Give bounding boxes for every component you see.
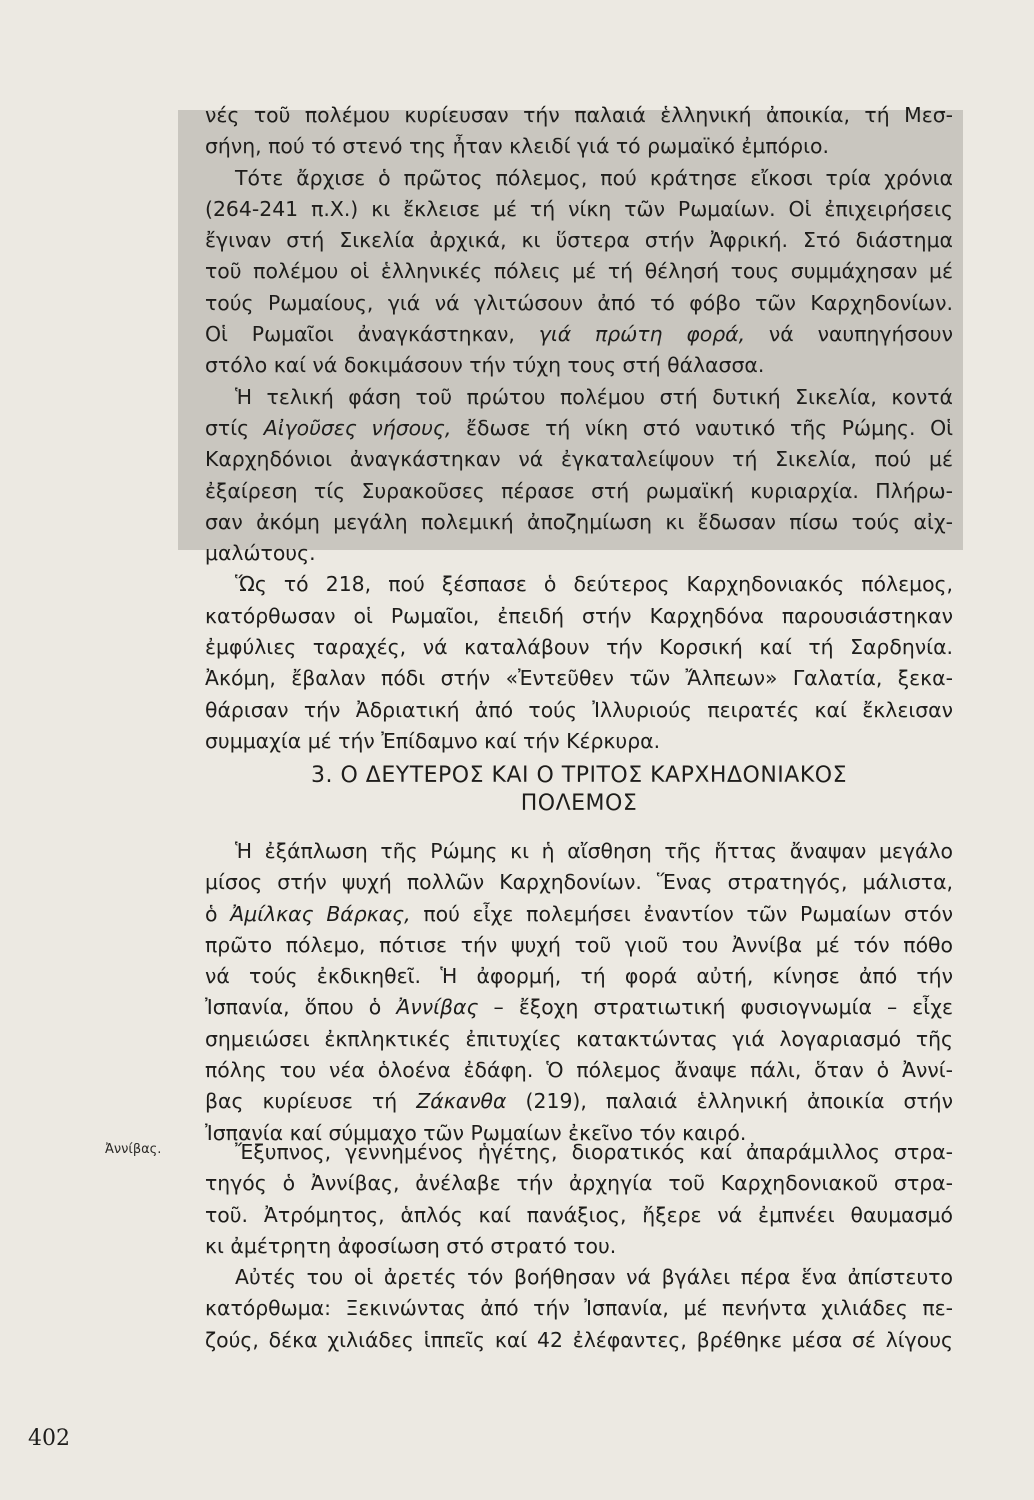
text-line: ἔγιναν στή Σικελία ἀρχικά, κι ὕστερα στήν Ἀφρική. Στό διάστημα (205, 228, 953, 253)
text-line: Ἀκόμη, ἔβαλαν πόδι στήν «Ἐντεῦθεν τῶν Ἄλπεων» Γαλατία, ξεκα- (205, 666, 953, 691)
section-heading-line: ΠΟΛΕΜΟΣ (520, 791, 638, 816)
text-line: τοῦ. Ἀτρόμητος, ἁπλός καί πανάξιος, ἤξερε νά ἐμπνέει θαυμασμό (205, 1202, 953, 1227)
text-span: – ἔξοχη στρατιωτική φυσιογνωμία – εἶχε (493, 995, 953, 1020)
italic-span: Αἰγοῦσες νήσους, (263, 415, 452, 440)
text-line: σαν ἀκόμη μεγάλη πολεμική ἀποζημίωση κι ἔδωσαν πίσω τούς αἰχ- (205, 509, 953, 534)
text-line (205, 899, 953, 930)
text-line: κι ἀμέτρητη ἀφοσίωση στό στρατό του. (205, 1233, 617, 1258)
text-line: Ἡ τελική φάση τοῦ πρώτου πολέμου στή δυτική Σικελία, κοντά (235, 384, 953, 409)
text-line: νά τούς ἐκδικηθεῖ. Ἡ ἀφορμή, τή φορά αὐτή, κίνησε ἀπό τήν (205, 964, 953, 989)
text-line (205, 992, 953, 1023)
text-line: Ἔξυπνος, γεννημένος ἡγέτης, διορατικός καί ἀπαράμιλλος στρα- (235, 1140, 953, 1164)
text-line (205, 319, 953, 350)
italic-span: Ἀννίβας (396, 995, 479, 1020)
italic-span: γιά πρώτη φορά, (538, 322, 746, 347)
text-line: Καρχηδόνιοι ἀναγκάστηκαν νά ἐγκαταλείψουν τή Σικελία, πού μέ (205, 447, 953, 472)
text-span: πού εἶχε πολεμήσει ἐναντίον τῶν Ρωμαίων στόν (423, 901, 954, 926)
text-line: Ὥς τό 218, πού ξέσπασε ὁ δεύτερος Καρχηδονιακός πόλεμος, (235, 572, 953, 597)
text-span: ἔδωσε τή νίκη στό ναυτικό τῆς Ρώμης. Οἱ (466, 415, 954, 440)
text-span: Οἱ Ρωμαῖοι ἀναγκάστηκαν, (205, 322, 515, 347)
text-line: σημειώσει ἐκπληκτικές ἐπιτυχίες κατακτώντας γιά λογαριασμό τῆς (205, 1026, 953, 1051)
text-line: τούς Ρωμαίους, γιά νά γλιτώσουν ἀπό τό φόβο τῶν Καρχηδονίων. (205, 290, 953, 315)
italic-span: Ἀμίλκας Βάρκας, (230, 901, 411, 926)
text-block-section (205, 836, 953, 1149)
text-line (205, 1086, 953, 1117)
text-line: ἐμφύλιες ταραχές, νά καταλάβουν τήν Κορσική καί τή Σαρδηνία. (205, 635, 953, 660)
text-line: (264-241 π.Χ.) κι ἔκλεισε μέ τή νίκη τῶν Ρωμαίων. Οἱ ἐπιχειρήσεις (205, 196, 953, 221)
text-span: Ἰσπανία, ὅπου ὁ (205, 995, 382, 1020)
text-line: πρῶτο πόλεμο, πότισε τήν ψυχή τοῦ γιοῦ του Ἀννίβα μέ τόν πόθο (205, 932, 953, 957)
text-line: τηγός ὁ Ἀννίβας, ἀνέλαβε τήν ἀρχηγία τοῦ Καρχηδονιακοῦ στρα- (205, 1171, 953, 1196)
text-line: συμμαχία μέ τήν Ἐπίδαμνο καί τήν Κέρκυρα. (205, 728, 661, 753)
text-line: στόλο καί νά δοκιμάσουν τήν τύχη τους στή θάλασσα. (205, 353, 765, 378)
text-line: μαλώτους. (205, 541, 316, 566)
text-span: νά ναυπηγήσουν (768, 322, 953, 347)
section-heading (205, 762, 953, 818)
text-line: κατόρθωμα: Ξεκινώντας ἀπό τήν Ἰσπανία, μέ πενήντα χιλιάδες πε- (205, 1296, 953, 1321)
text-span: (219), παλαιά ἑλληνική ἀποικία στήν (525, 1089, 953, 1114)
text-line: μίσος στήν ψυχή πολλῶν Καρχηδονίων. Ἕνας στρατηγός, μάλιστα, (205, 870, 953, 895)
text-line: Τότε ἄρχισε ὁ πρῶτος πόλεμος, πού κράτησε εἴκοσι τρία χρόνια (235, 165, 953, 190)
text-span: στίς (205, 415, 250, 440)
text-line: θάρισαν τήν Ἀδριατική ἀπό τούς Ἰλλυριούς πειρατές καί ἔκλεισαν (205, 697, 953, 722)
text-line: ἐξαίρεση τίς Συρακοῦσες πέρασε στή ρωμαϊκή κυριαρχία. Πλήρω- (205, 478, 953, 503)
text-block-bottom (205, 1137, 953, 1356)
section-heading-line: 3. Ο ΔΕΥΤΕΡΟΣ ΚΑΙ Ο ΤΡΙΤΟΣ ΚΑΡΧΗΔΟΝΙΑΚΟΣ (311, 763, 847, 788)
page-number: 402 (28, 1426, 70, 1451)
text-line (205, 413, 953, 444)
text-line: Ἰσπανία καί σύμμαχο τῶν Ρωμαίων ἐκεῖνο τόν καιρό. (205, 1120, 747, 1145)
text-span: βας κυρίευσε τή (205, 1089, 398, 1114)
margin-note: Ἀννίβας. (105, 1142, 162, 1157)
text-span: ὁ (205, 901, 218, 926)
text-line: κατόρθωσαν οἱ Ρωμαῖοι, ἐπειδή στήν Καρχηδόνα παρουσιάστηκαν (205, 603, 953, 628)
text-line: σήνη, πού τό στενό της ἦταν κλειδί γιά τό ρωμαϊκό ἐμπόριο. (205, 134, 829, 159)
italic-span: Ζάκανθα (416, 1089, 507, 1114)
text-line: Ἡ ἐξάπλωση τῆς Ρώμης κι ἡ αἴσθηση τῆς ἥττας ἄναψαν μεγάλο (235, 839, 953, 863)
text-line: ζούς, δέκα χιλιάδες ἱππεῖς καί 42 ἐλέφαντες, βρέθηκε μέσα σέ λίγους (205, 1327, 953, 1352)
text-line: Αὐτές του οἱ ἀρετές τόν βοήθησαν νά βγάλει πέρα ἕνα ἀπίστευτο (235, 1265, 953, 1290)
text-line: τοῦ πολέμου οἱ ἑλληνικές πόλεις μέ τή θέλησή τους συμμάχησαν μέ (205, 259, 953, 284)
text-line: νές τοῦ πολέμου κυρίευσαν τήν παλαιά ἑλληνική ἀποικία, τή Μεσ- (205, 103, 953, 127)
text-block-top (205, 100, 953, 757)
text-line: πόλης του νέα ὁλοένα ἐδάφη. Ὁ πόλεμος ἄναψε πάλι, ὅταν ὁ Ἀννί- (205, 1058, 953, 1083)
